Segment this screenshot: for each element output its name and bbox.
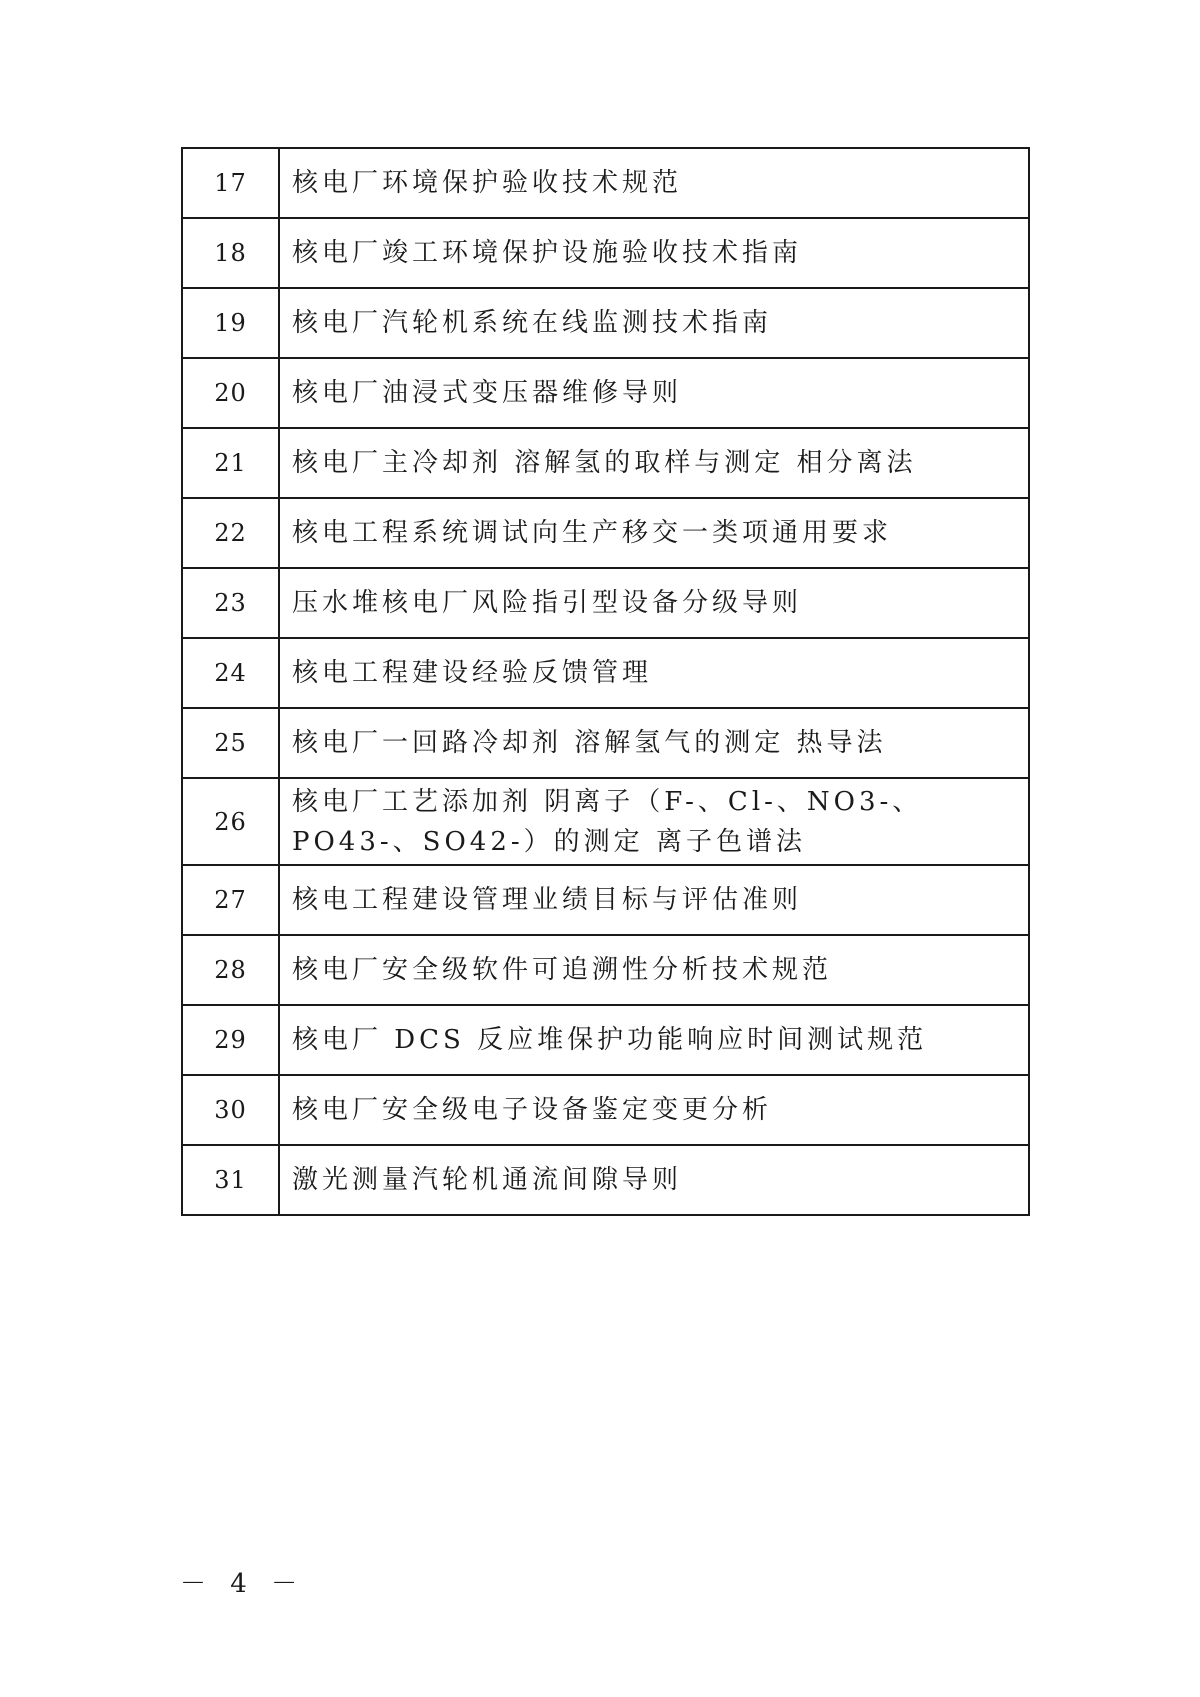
table-row [182, 638, 1029, 708]
table-row [182, 498, 1029, 568]
row-title: 核电工程系统调试向生产移交一类项通用要求 [279, 498, 1029, 568]
row-title: 核电厂竣工环境保护设施验收技术指南 [279, 218, 1029, 288]
row-number: 17 [182, 148, 279, 218]
row-number: 20 [182, 358, 279, 428]
table-row [182, 428, 1029, 498]
row-number: 28 [182, 935, 279, 1005]
standards-table [181, 147, 1030, 1216]
row-number: 22 [182, 498, 279, 568]
row-number: 24 [182, 638, 279, 708]
table-row [182, 148, 1029, 218]
row-number: 31 [182, 1145, 279, 1215]
table-row [182, 1145, 1029, 1215]
row-title: 核电厂一回路冷却剂 溶解氢气的测定 热导法 [279, 708, 1029, 778]
row-title: 核电厂安全级软件可追溯性分析技术规范 [279, 935, 1029, 1005]
row-number: 25 [182, 708, 279, 778]
row-title: 核电厂安全级电子设备鉴定变更分析 [279, 1075, 1029, 1145]
row-number: 23 [182, 568, 279, 638]
row-title: 核电厂环境保护验收技术规范 [279, 148, 1029, 218]
row-number: 30 [182, 1075, 279, 1145]
row-number: 29 [182, 1005, 279, 1075]
table-row [182, 1075, 1029, 1145]
table-row [182, 218, 1029, 288]
row-title: 核电厂油浸式变压器维修导则 [279, 358, 1029, 428]
table-row [182, 778, 1029, 865]
row-title: 核电工程建设经验反馈管理 [279, 638, 1029, 708]
table-row [182, 935, 1029, 1005]
table-row [182, 358, 1029, 428]
row-title: 激光测量汽轮机通流间隙导则 [279, 1145, 1029, 1215]
row-title: 核电厂汽轮机系统在线监测技术指南 [279, 288, 1029, 358]
row-number: 19 [182, 288, 279, 358]
row-title: 压水堆核电厂风险指引型设备分级导则 [279, 568, 1029, 638]
row-title: 核电厂主冷却剂 溶解氢的取样与测定 相分离法 [279, 428, 1029, 498]
row-title: 核电工程建设管理业绩目标与评估准则 [279, 865, 1029, 935]
row-title: 核电厂工艺添加剂 阴离子（F-、Cl-、NO3-、PO43-、SO42-）的测定 离子色谱法 [279, 778, 1029, 865]
row-number: 27 [182, 865, 279, 935]
row-number: 18 [182, 218, 279, 288]
table-row [182, 865, 1029, 935]
table-row [182, 288, 1029, 358]
row-number: 26 [182, 778, 279, 865]
row-title: 核电厂 DCS 反应堆保护功能响应时间测试规范 [279, 1005, 1029, 1075]
page-number: － 4 － [180, 1569, 306, 1599]
table-row [182, 568, 1029, 638]
table-row [182, 708, 1029, 778]
table-row [182, 1005, 1029, 1075]
row-number: 21 [182, 428, 279, 498]
